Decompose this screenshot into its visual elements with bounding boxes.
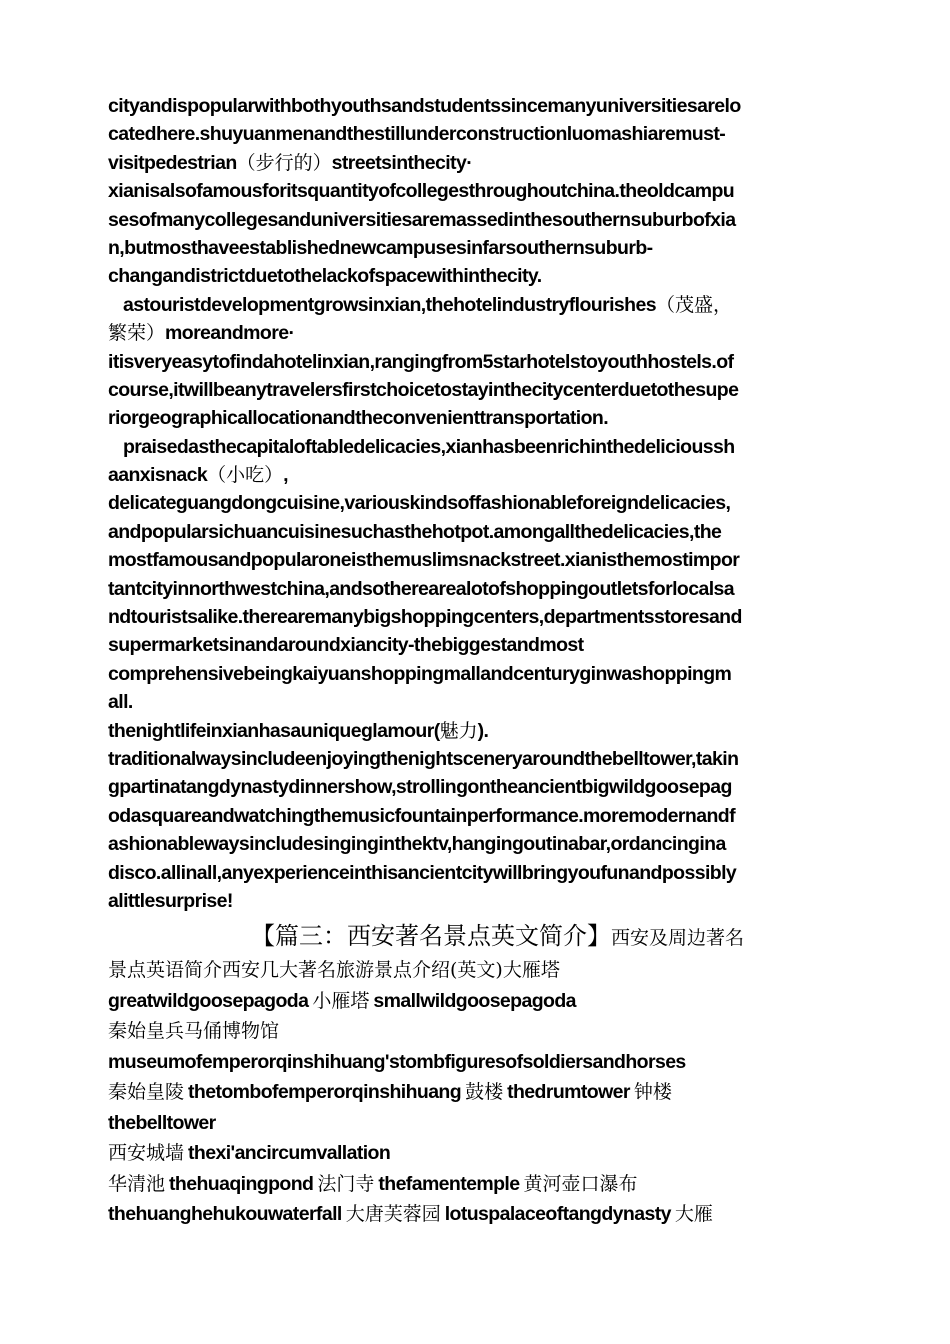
text-run: thefamentemple — [378, 1172, 520, 1195]
text-line: traditionalwaysincludeenjoyingthenightsceneryaroundthebelltower,takin — [108, 747, 739, 770]
paragraph-4 — [108, 717, 848, 916]
text-line: riorgeographicallocationandtheconvenienttransportation. — [108, 407, 609, 430]
text-run: streetsinthecity· — [331, 151, 473, 174]
text-run: 法门寺 — [317, 1172, 375, 1195]
text-run: 华清池 — [108, 1172, 166, 1195]
text-line — [108, 149, 848, 177]
text-run: 鼓楼 — [465, 1081, 504, 1104]
text-run: （茂盛， — [655, 293, 732, 316]
text-line: changandistrictduetothelackofspacewithinthecity. — [108, 265, 542, 288]
text-run: （步行的） — [236, 151, 332, 174]
section-3 — [108, 917, 848, 1230]
text-line: cityandispopularwithbothyouthsandstudentssincemanyuniversitiesarelo — [108, 95, 741, 117]
text-run: thehuaqingpond — [169, 1172, 314, 1195]
text-run: 钟楼 — [633, 1081, 672, 1104]
text-line — [108, 717, 848, 745]
text-run: thedrumtower — [507, 1081, 630, 1104]
text-run: 大唐芙蓉园 — [345, 1203, 441, 1226]
text-line: andpopularsichuancuisinesuchasthehotpot.amongallthedelicacies,the — [108, 520, 722, 543]
text-line: course,itwillbeanytravelersfirstchoicetostayinthecitycenterduetothesupe — [108, 378, 739, 401]
text-run: 繁荣） — [108, 322, 166, 345]
text-line: praisedasthecapitaloftabledelicacies,xianhasbeenrichinthedelicioussh — [123, 435, 735, 458]
text-run: ). — [477, 719, 489, 742]
text-run: thenightlifeinxianhasauniqueglamour( — [108, 719, 440, 742]
text-line: alittlesurprise! — [108, 889, 233, 912]
text-line: tantcityinnorthwestchina,andsotherearealotofshoppingoutletsforlocalsa — [108, 577, 735, 600]
text-line: xianisalsofamousforitsquantityofcollegesthroughoutchina.theoldcampu — [108, 180, 735, 203]
text-line: disco.allinall,anyexperienceinthisancientcitywillbringyoufunandpossibly — [108, 861, 737, 884]
text-line: itisveryeasytofindahotelinxian,rangingfrom5starhotelstoyouthhostels.of — [108, 350, 734, 373]
text-line: museumofemperorqinshihuang'stombfiguresofsoldiersandhorses — [108, 1050, 686, 1073]
text-run: aanxisnack — [108, 464, 208, 487]
text-run: smallwildgoosepagoda — [373, 989, 576, 1012]
text-run: 大雁 — [674, 1203, 713, 1226]
text-run: 西安城墙 — [108, 1142, 185, 1165]
text-run: thexi'ancircumvallation — [188, 1142, 391, 1165]
text-line: odasquareandwatchingthemusicfountainperformance.moremodernandf — [108, 804, 735, 827]
text-run: thehuanghehukouwaterfall — [108, 1203, 342, 1226]
section-heading-line — [108, 917, 848, 955]
text-line: supermarketsinandaroundxiancity-thebiggestandmost — [108, 634, 584, 657]
text-line: 秦始皇兵马俑博物馆 — [108, 1020, 280, 1043]
text-line — [108, 319, 848, 347]
text-run: 魅力 — [439, 719, 478, 742]
text-line — [108, 1169, 848, 1200]
paragraph-3 — [108, 433, 848, 717]
text-line — [108, 986, 848, 1017]
text-run: （小吃） — [207, 464, 284, 487]
text-run: thetombofemperorqinshihuang — [188, 1081, 462, 1104]
text-line: mostfamousandpopularoneisthemuslimsnackstreet.xianisthemostimpor — [108, 549, 740, 572]
text-run: 黄河壶口瀑布 — [523, 1172, 638, 1195]
paragraph-2 — [108, 291, 848, 433]
text-line: n,butmosthaveestablishednewcampusesinfarsouthernsuburb- — [108, 236, 653, 259]
document-page — [108, 92, 848, 1230]
text-line — [108, 461, 848, 489]
text-line: catedhere.shuyuanmenandthestillunderconstructionluomashiaremust- — [108, 123, 726, 146]
text-line: gpartinatangdynastydinnershow,strollingontheancientbigwildgoosepag — [108, 776, 732, 799]
text-line: thebelltower — [108, 1111, 216, 1134]
text-line — [108, 1138, 848, 1169]
text-line: 景点英语简介西安几大著名旅游景点介绍(英文)大雁塔 — [108, 959, 560, 982]
text-run: 小雁塔 — [312, 989, 370, 1012]
text-run: greatwildgoosepagoda — [108, 989, 309, 1012]
text-run: , — [283, 464, 288, 487]
paragraph-1 — [108, 92, 848, 291]
text-line: comprehensivebeingkaiyuanshoppingmallandcenturyginwashoppingm — [108, 662, 732, 685]
text-run: visitpedestrian — [108, 151, 237, 174]
text-run: lotuspalaceoftangdynasty — [444, 1203, 671, 1226]
text-run: 秦始皇陵 — [108, 1081, 185, 1104]
text-line: delicateguangdongcuisine,variouskindsoffashionableforeigndelicacies, — [108, 492, 731, 515]
text-line: ndtouristsalike.therearemanybigshoppingcenters,departmentsstoresand — [108, 606, 742, 629]
text-line — [108, 291, 848, 319]
text-line — [108, 1199, 848, 1230]
section-heading: 【篇三：西安著名景点英文简介】 — [251, 922, 611, 951]
text-line — [108, 1077, 848, 1108]
text-run: astouristdevelopmentgrowsinxian,thehotelindustryflourishes — [123, 293, 656, 316]
text-line: ashionablewaysincludesinginginthektv,hangingoutinabar,ordancingina — [108, 833, 726, 856]
text-run: moreandmore· — [165, 322, 295, 345]
text-line: sesofmanycollegesanduniversitiesaremassedinthesouthernsuburbofxia — [108, 208, 736, 231]
text-line: all. — [108, 691, 133, 714]
text-run: 西安及周边著名 — [611, 927, 745, 950]
